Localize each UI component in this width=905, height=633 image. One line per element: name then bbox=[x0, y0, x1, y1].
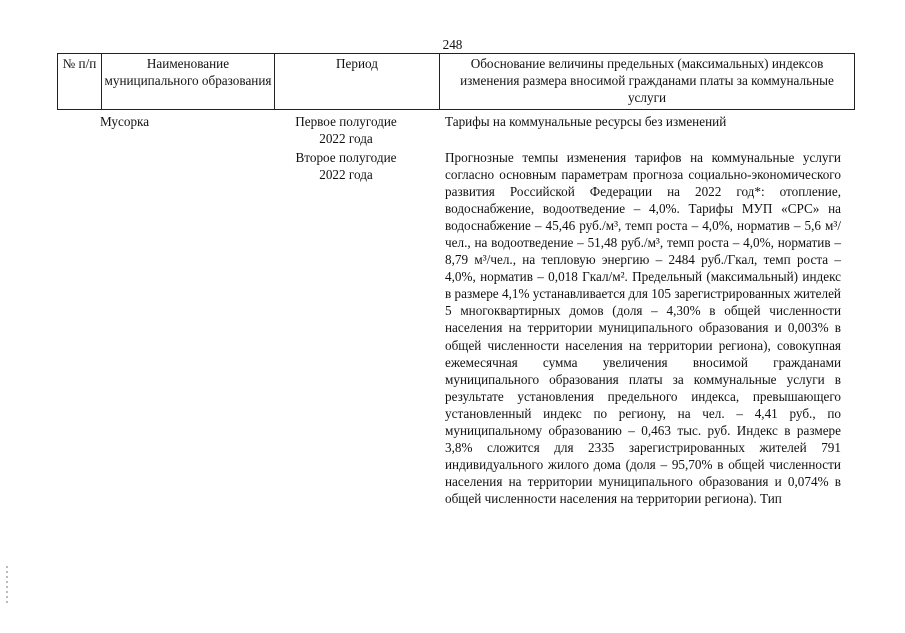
header-justification: Обоснование величины предельных (максимальных) индексов изменения размера вносимой гражданами платы за коммунальные услуги bbox=[460, 56, 834, 105]
scan-artifact bbox=[6, 566, 8, 606]
justification-second-half: Прогнозные темпы изменения тарифов на коммунальные услуги согласно основным параметрам прогноза социально-экономического развития Российской Федерации на 2022 год*: отопление, водоснабжение, водоотведение – 4,0%. Тарифы МУП «СРС» на водоснабжение – 45,46 руб./м³, темп роста – 4,0%, норматив – 5,6 м³/чел., на водоотведение – 51,48 руб./м³, темп роста – 4,0%, норматив –8,79 м³/чел., на тепловую энергию – 2484 руб./Гкал, темп роста – 4,0%, норматив – 0,018 Гкал/м². Предельный (максимальный) индекс в размере 4,1% устанавливается для 105 зарегистрированных жителей 5 многоквартирных домов (доля – 4,30% в общей численности населения на территории муниципального образования и 0,003% в общей численности населения на территории региона), совокупная ежемесячная сумма увеличения вносимой гражданами муниципального образования платы за коммунальные услуги в результате установления предельного индекса, превышающего установленный индекс по региону, на чел. – 4,41 руб., по муниципальному образованию – 0,463 тыс. руб. Индекс в размере 3,8% сложится для 2335 зарегистрированных жителей 791 индивидуального жилого дома (доля – 95,70% в общей численности населения на территории муниципального образования и 0,074% в общей численности населения на территории региона). Тип bbox=[445, 150, 841, 506]
header-period: Период bbox=[275, 54, 440, 109]
municipality-name: Мусорка bbox=[100, 114, 150, 129]
table-header bbox=[57, 53, 855, 110]
header-number: № п/п bbox=[58, 54, 102, 109]
period-first-half: Первое полугодие 2022 года bbox=[295, 114, 397, 146]
period-second-half: Второе полугодие 2022 года bbox=[295, 150, 397, 182]
page-number: 248 bbox=[442, 37, 463, 52]
justification-first-half: Тарифы на коммунальные ресурсы без изменений bbox=[445, 114, 727, 129]
header-municipality: Наименование муниципального образования bbox=[102, 54, 275, 109]
